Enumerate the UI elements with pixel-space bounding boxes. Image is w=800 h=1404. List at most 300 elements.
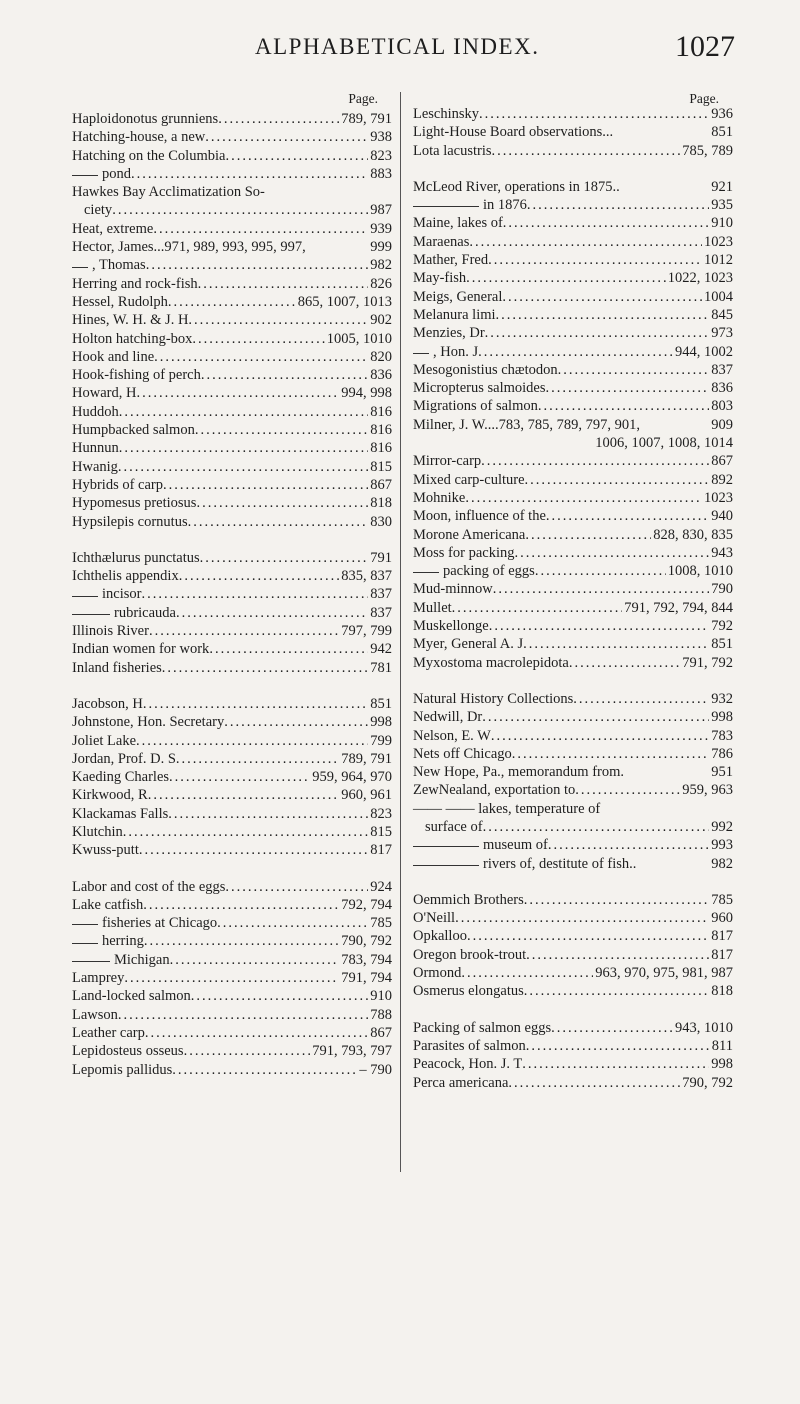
leader-dots	[523, 635, 709, 653]
leader-dots	[483, 818, 710, 836]
index-entry	[413, 909, 733, 927]
page-refs: 790, 792	[341, 933, 392, 950]
index-term-text: Hunnun	[72, 440, 119, 457]
index-term-text: Myxostoma macrolepidota	[413, 654, 569, 671]
index-entry	[72, 841, 392, 859]
leader-dots	[538, 397, 709, 415]
index-term-text: May-fish	[413, 270, 467, 287]
index-term-text: Leather carp	[72, 1024, 145, 1041]
index-entry	[413, 927, 733, 945]
index-entry	[72, 476, 392, 494]
index-entry	[72, 494, 392, 512]
index-term-text: Mixed carp-culture	[413, 471, 525, 488]
index-term	[72, 713, 224, 731]
index-entry	[72, 348, 392, 366]
index-term	[72, 732, 136, 750]
page-refs: 835, 837	[341, 568, 392, 585]
index-term	[413, 855, 636, 873]
index-entry	[413, 507, 733, 525]
index-term	[72, 768, 169, 786]
page-refs: 951	[711, 764, 733, 781]
index-term	[72, 1006, 118, 1024]
page-refs: 994, 998	[341, 385, 392, 402]
index-term	[413, 214, 503, 232]
index-entry	[72, 622, 392, 640]
index-term	[72, 494, 196, 512]
index-entry	[413, 269, 733, 287]
index-term-text: Muskellonge	[413, 618, 489, 635]
index-term-text: Maraenas	[413, 233, 470, 250]
index-entry	[413, 708, 733, 726]
index-entry	[413, 964, 733, 982]
page-refs: 836	[711, 380, 733, 397]
page-refs: 818	[370, 495, 392, 512]
index-entry	[72, 786, 392, 804]
index-entry	[413, 982, 733, 1000]
page-refs: 999	[370, 239, 392, 256]
leader-dots	[526, 946, 709, 964]
index-term-text: Hypomesus pretiosus	[72, 495, 197, 512]
index-entry	[72, 513, 392, 531]
leader-dots	[491, 727, 709, 745]
index-entry	[72, 951, 392, 969]
index-term	[413, 562, 535, 580]
index-term-text: Herring and rock-fish	[72, 275, 198, 292]
index-term-text: Morone Americana	[413, 526, 526, 543]
leader-dots	[496, 306, 710, 324]
page-refs: 792	[711, 618, 733, 635]
page-refs: 1023	[704, 489, 733, 506]
index-entry	[413, 1019, 733, 1037]
page-refs: 942	[370, 641, 392, 658]
index-entry	[72, 823, 392, 841]
page-refs: 867	[370, 476, 392, 493]
page-refs: 816	[370, 440, 392, 457]
index-term	[84, 201, 112, 219]
index-entry	[72, 659, 392, 677]
index-term	[413, 982, 524, 1000]
page-refs: 790	[711, 581, 733, 598]
leader-dots	[143, 896, 339, 914]
index-term-text: Hybrids of carp	[72, 476, 164, 493]
index-term	[72, 476, 163, 494]
index-term	[72, 969, 124, 987]
index-term-text: Ichthelis appendix	[72, 568, 179, 585]
index-term-text: in 1876	[483, 197, 527, 214]
index-term-text: Holton hatching-box	[72, 330, 193, 347]
index-term-text: Kwuss-putt	[72, 842, 139, 859]
leader-dots	[479, 105, 709, 123]
leader-dots	[118, 458, 368, 476]
index-term-text: Nelson, E. W	[413, 727, 491, 744]
index-term	[72, 439, 119, 457]
index-entry	[413, 288, 733, 306]
leader-dots	[461, 964, 593, 982]
index-entry	[72, 987, 392, 1005]
leader-dots	[485, 324, 710, 342]
page-refs: 960	[711, 910, 733, 927]
index-term	[413, 927, 467, 945]
index-entry	[72, 768, 392, 786]
index-term-text: Melanura limi	[413, 306, 496, 323]
index-term-text: Menzies, Dr	[413, 325, 485, 342]
leader-dots	[136, 384, 339, 402]
index-term-text: Parasites of salmon	[413, 1037, 526, 1054]
index-term-text: Illinois River	[72, 623, 149, 640]
page-refs: 803	[711, 398, 733, 415]
page-refs: 820	[370, 348, 392, 365]
index-term-text: Hector, James...971, 989, 993, 995, 997,	[72, 239, 306, 256]
index-term-text: , Thomas	[92, 257, 146, 274]
page-refs: 783, 794	[341, 951, 392, 968]
index-entry	[72, 1006, 392, 1024]
index-term-text: Hessel, Rudolph	[72, 293, 168, 310]
page-refs: 909	[711, 416, 733, 433]
index-term-text: pond	[102, 165, 131, 182]
leader-dots	[493, 580, 710, 598]
column-divider	[400, 92, 401, 1172]
page-refs: 867	[711, 453, 733, 470]
page-refs: 851	[711, 124, 733, 141]
ditto-dash	[72, 175, 98, 176]
page-refs: 867	[370, 1024, 392, 1041]
leader-dots	[525, 471, 710, 489]
index-entry	[413, 233, 733, 251]
index-term	[72, 128, 205, 146]
index-entry	[413, 544, 733, 562]
page-refs: 998	[711, 1056, 733, 1073]
index-entry	[72, 330, 392, 348]
index-term-text: rubricauda	[114, 604, 176, 621]
index-term	[413, 361, 558, 379]
page-refs: 792, 794	[341, 896, 392, 913]
page-column-heading: Page.	[348, 91, 378, 106]
index-term-text: Hook and line	[72, 348, 155, 365]
index-entry	[72, 932, 392, 950]
leader-dots	[191, 987, 368, 1005]
index-term	[413, 1019, 551, 1037]
index-term	[72, 841, 139, 859]
leader-dots	[141, 585, 368, 603]
index-term-text: , Hon. J	[433, 343, 479, 360]
leader-dots	[172, 1061, 357, 1079]
leader-dots	[198, 275, 369, 293]
leader-dots	[196, 494, 368, 512]
index-term	[413, 507, 546, 525]
index-term-text: Maine, lakes of	[413, 215, 503, 232]
index-term	[413, 1055, 522, 1073]
ditto-dash	[72, 267, 88, 268]
index-term-text: Packing of salmon eggs	[413, 1019, 552, 1036]
index-term	[413, 836, 548, 854]
index-term	[413, 196, 527, 214]
index-entry-continuation: 1006, 1007, 1008, 1014	[595, 435, 733, 452]
index-term-text: Mohnike	[413, 489, 466, 506]
index-term-text: Kirkwood, R	[72, 787, 148, 804]
page-refs: 799	[370, 732, 392, 749]
page-refs: 938	[370, 129, 392, 146]
leader-dots	[569, 654, 680, 672]
page-refs: 902	[370, 312, 392, 329]
left-entry-list	[72, 110, 392, 1079]
index-term-text: Peacock, Hon. J. T	[413, 1056, 523, 1073]
leader-dots	[162, 659, 368, 677]
leader-dots	[136, 732, 368, 750]
page-refs: 963, 970, 975, 981, 987	[595, 965, 733, 982]
leader-dots	[465, 489, 702, 507]
index-entry	[413, 891, 733, 909]
index-term-text: Kaeding Charles	[72, 769, 170, 786]
leader-dots	[546, 379, 710, 397]
page-refs: 791	[370, 549, 392, 566]
section-gap	[413, 160, 733, 178]
page-refs: 823	[370, 147, 392, 164]
index-term-text: Michigan	[114, 951, 170, 968]
index-term-text: Johnstone, Hon. Secretary	[72, 714, 225, 731]
index-term-text: Milner, J. W....783, 785, 789, 797, 901,	[413, 416, 640, 433]
index-entry	[72, 695, 392, 713]
index-term-text: McLeod River, operations in 1875..	[413, 178, 620, 195]
leader-dots	[168, 293, 296, 311]
index-term	[72, 987, 191, 1005]
index-term-text: Oregon brook-trout	[413, 946, 527, 963]
leader-dots	[488, 251, 702, 269]
index-term-text: Lamprey	[72, 970, 125, 987]
index-term-text: Labor and cost of the eggs	[72, 878, 226, 895]
section-gap	[72, 677, 392, 695]
page-refs: 816	[370, 422, 392, 439]
index-term-text: Nets off Chicago	[413, 745, 512, 762]
index-term-text: Hatching on the Columbia	[72, 147, 226, 164]
page-refs: 959, 964, 970	[312, 769, 392, 786]
index-term-text: Mather, Fred	[413, 252, 489, 269]
index-term	[72, 311, 188, 329]
index-entry	[413, 306, 733, 324]
index-entry	[413, 471, 733, 489]
page-refs: 811	[711, 1037, 733, 1054]
index-term	[72, 1024, 145, 1042]
leader-dots	[124, 969, 339, 987]
index-term	[72, 238, 306, 256]
index-term-text: Leschinsky	[413, 106, 480, 122]
index-entry	[413, 379, 733, 397]
index-term	[72, 695, 143, 713]
index-term	[413, 489, 465, 507]
page-refs: 797, 799	[341, 623, 392, 640]
index-term	[72, 513, 188, 531]
page-refs: 826	[370, 275, 392, 292]
page-refs: 865, 1007, 1013	[297, 293, 392, 310]
index-term	[72, 932, 144, 950]
index-term-text: Jacobson, H	[72, 695, 143, 712]
leader-dots	[154, 348, 368, 366]
index-term-text: fisheries at Chicago	[102, 915, 218, 932]
index-term-text: Mirror-carp	[413, 453, 482, 470]
index-term	[413, 178, 620, 196]
index-term	[413, 909, 455, 927]
index-term	[72, 878, 225, 896]
page-refs: 785	[370, 915, 392, 932]
leader-dots	[225, 878, 368, 896]
index-term	[413, 544, 515, 562]
page-refs: 1004	[704, 288, 733, 305]
page-refs: 816	[370, 403, 392, 420]
index-term-text: Haploidonotus grunniens	[72, 111, 219, 127]
index-entry	[72, 750, 392, 768]
index-term	[72, 659, 162, 677]
index-term	[72, 750, 176, 768]
index-entry	[72, 585, 392, 603]
index-entry	[413, 855, 733, 873]
leader-dots	[508, 1074, 680, 1092]
page-refs: 836	[370, 367, 392, 384]
page-refs: 910	[370, 988, 392, 1005]
index-term	[72, 1042, 184, 1060]
index-term-text: Land-locked salmon	[72, 988, 191, 1005]
index-term-text: Migrations of salmon	[413, 398, 538, 415]
index-term	[413, 727, 491, 745]
ditto-dash	[72, 961, 110, 962]
leader-dots	[558, 361, 710, 379]
index-term-text: Moss for packing	[413, 544, 515, 561]
leader-dots	[112, 201, 368, 219]
index-entry	[72, 1024, 392, 1042]
leader-dots	[168, 805, 368, 823]
page-refs: 932	[711, 690, 733, 707]
leader-dots	[535, 562, 666, 580]
page-refs: 817	[370, 842, 392, 859]
index-term	[72, 330, 192, 348]
index-entry	[413, 123, 733, 141]
index-entry	[72, 366, 392, 384]
leader-dots	[163, 476, 368, 494]
index-entry	[413, 105, 733, 123]
page-refs: 785, 789	[682, 142, 733, 159]
index-entry	[72, 969, 392, 987]
page-refs: 791, 793, 797	[312, 1043, 392, 1060]
page-header	[0, 30, 800, 66]
index-entry	[72, 713, 392, 731]
page-refs: 943	[711, 544, 733, 561]
index-entry	[72, 220, 392, 238]
index-term-text: Myer, General A. J	[413, 636, 524, 653]
index-term	[72, 786, 148, 804]
index-term	[413, 763, 624, 781]
index-term	[413, 379, 546, 397]
index-term	[72, 604, 176, 622]
index-entry	[413, 635, 733, 653]
index-entry	[72, 549, 392, 567]
index-term-text: Hwanig	[72, 458, 118, 475]
index-term	[72, 110, 218, 128]
page-refs: 851	[711, 636, 733, 653]
index-term-text: Nedwill, Dr	[413, 709, 483, 726]
index-term-text: Meigs, General	[413, 288, 503, 305]
leader-dots	[512, 745, 709, 763]
page-refs: 944, 1002	[675, 343, 733, 360]
index-term	[413, 306, 496, 324]
index-term-text: Perca americana	[413, 1074, 509, 1091]
page-refs: 828, 830, 835	[653, 526, 733, 543]
index-term	[413, 654, 569, 672]
leader-dots	[466, 269, 666, 287]
leader-dots	[184, 1042, 311, 1060]
index-entry	[413, 654, 733, 672]
leader-dots	[515, 544, 710, 562]
index-term	[413, 452, 481, 470]
index-entry-continuation: Hawkes Bay Acclimatization So-	[72, 184, 265, 201]
leader-dots	[201, 366, 368, 384]
index-term	[413, 891, 524, 909]
leader-dots	[192, 330, 324, 348]
page-refs: 818	[711, 983, 733, 1000]
index-entry	[72, 896, 392, 914]
page-refs: 998	[711, 709, 733, 726]
index-entry	[413, 818, 733, 836]
index-term	[413, 635, 523, 653]
section-gap	[413, 1001, 733, 1019]
index-term	[72, 384, 136, 402]
page-refs: 837	[370, 586, 392, 603]
index-term	[72, 549, 200, 567]
index-entry	[413, 142, 733, 160]
index-term	[72, 458, 118, 476]
page-refs: 791, 794	[341, 970, 392, 987]
index-entry	[413, 1074, 733, 1092]
leader-dots	[452, 599, 623, 617]
index-term	[413, 964, 461, 982]
index-term-text: Lepidosteus osseus	[72, 1043, 184, 1060]
index-entry	[413, 781, 733, 799]
page-refs: 960, 961	[341, 787, 392, 804]
page-refs: 921	[711, 178, 733, 195]
page-refs: 791, 792, 794, 844	[624, 599, 733, 616]
leader-dots	[551, 1019, 673, 1037]
right-index-column	[413, 90, 733, 1092]
index-term-text: Ormond	[413, 965, 462, 982]
leader-dots	[144, 932, 339, 950]
index-term-text: Jordan, Prof. D. S	[72, 750, 176, 767]
leader-dots	[217, 914, 368, 932]
index-term	[72, 275, 198, 293]
index-term	[72, 896, 143, 914]
leader-dots	[145, 1024, 368, 1042]
index-term-text: Hook-fishing of perch	[72, 367, 201, 384]
page-refs: 883	[370, 165, 392, 182]
index-entry	[72, 1042, 392, 1060]
section-gap	[72, 531, 392, 549]
leader-dots	[573, 690, 709, 708]
page-refs: 845	[711, 306, 733, 323]
page-refs: 943, 1010	[675, 1019, 733, 1036]
index-term-text: herring	[102, 933, 144, 950]
index-entry	[72, 165, 392, 183]
index-term	[413, 416, 640, 434]
page-refs: 1012	[704, 252, 733, 269]
index-term-text: Osmerus elongatus	[413, 983, 524, 1000]
index-term-text: O'Neill	[413, 910, 456, 927]
index-term-text: Humpbacked salmon	[72, 422, 195, 439]
page-refs: 1008, 1010	[667, 563, 733, 580]
section-gap	[413, 873, 733, 891]
index-term	[413, 123, 613, 141]
index-term	[72, 622, 149, 640]
leader-dots	[205, 128, 368, 146]
leader-dots	[224, 713, 368, 731]
page-refs: 851	[370, 695, 392, 712]
page-refs: 935	[711, 197, 733, 214]
ditto-dash	[413, 206, 479, 207]
